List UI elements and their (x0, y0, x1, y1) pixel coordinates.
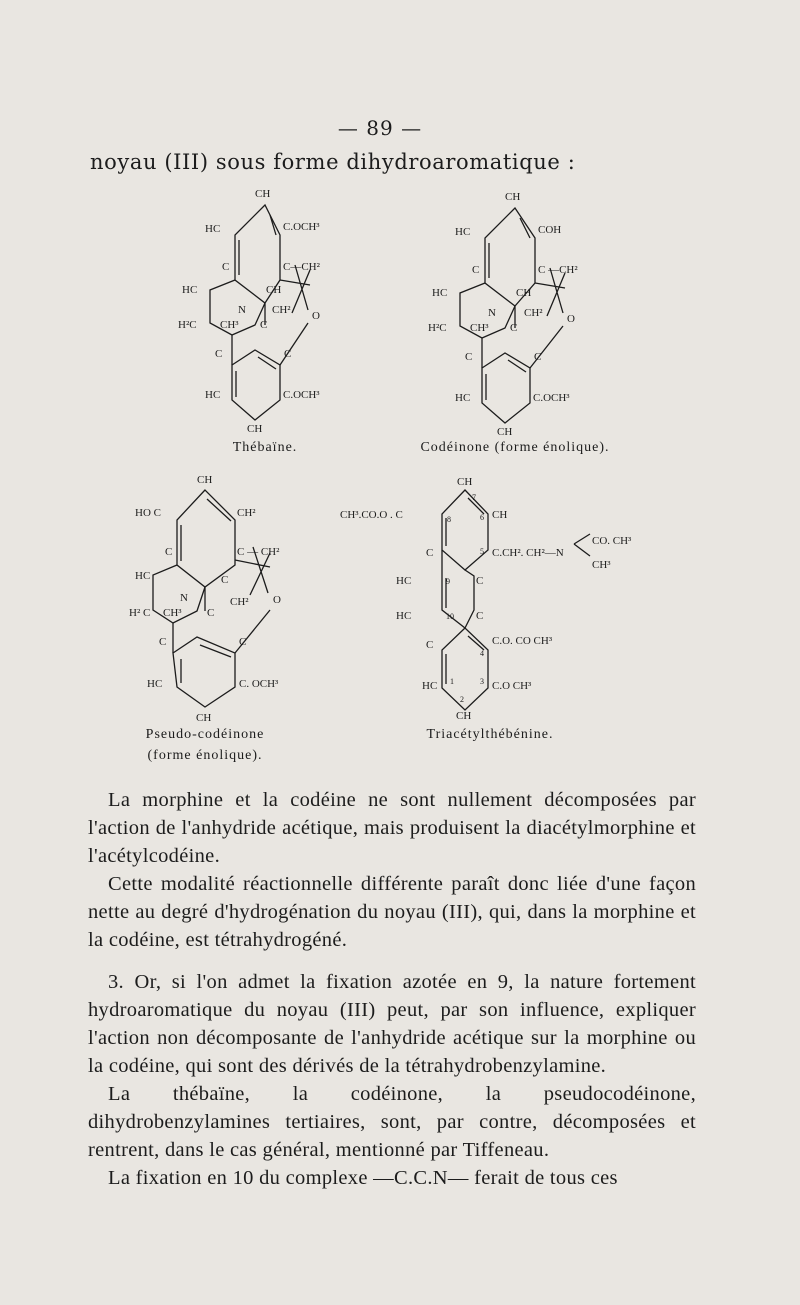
caption-codeinone: Codéinone (forme énolique). (420, 440, 610, 455)
paragraph-3: 3. Or, si l'on admet la fixation azotée en 9, la nature fortement hydroaromatique du noyau (III) peut, par son influence, expliquer l'action non décomposante de l'anhydride acétique sur la morphine ou la codéine, qui sont des dérivés de la tétrahydrobenzylamine. (88, 971, 696, 1077)
thebaine-label-n: N (238, 304, 246, 316)
codeinone-label-br: C.OCH³ (533, 392, 570, 404)
thebaine-label-h2c: H²C (178, 319, 197, 331)
pseudo-label-ul: HO C (135, 507, 161, 519)
pseudo-label-br: C. OCH³ (239, 678, 279, 690)
codeinone-label-cr: C —CH² (538, 264, 578, 276)
trithe-label-br: C.O CH³ (492, 680, 532, 692)
pseudo-label-ch2: CH² (230, 596, 249, 608)
intro-line: noyau (III) sous forme dihydroaromatique : (90, 150, 576, 174)
paragraph-2: Cette modalité réactionnelle différente paraît donc liée d'une façon nette au degré d'hydrogénation du noyau (III), qui, dans la morphine et la codéine, est tétrahydrogéné. (88, 873, 696, 951)
codeinone-label-hc: HC (432, 287, 448, 299)
pseudo-label-cr: C — CH² (237, 546, 280, 558)
trithe-label-cr: C.CH². CH²—N (492, 547, 564, 559)
trithe-label-c9r: C (476, 575, 484, 587)
pseudo-label-n: N (180, 592, 188, 604)
thebaine-label-ll: C (215, 348, 223, 360)
thebaine-label-ch: CH (266, 284, 282, 296)
pseudo-label-hc: HC (135, 570, 151, 582)
codeinone-label-bl: HC (455, 392, 471, 404)
thebaine-label-cl: C (222, 261, 230, 273)
pseudo-label-ch: C (221, 574, 229, 586)
thebaine-label-o: O (312, 310, 320, 322)
codeinone-label-ch3: CH³ (470, 322, 489, 334)
thebaine-label-br: C.OCH³ (283, 389, 320, 401)
codeinone-label-ll: C (465, 351, 473, 363)
trithe-label-hc9: HC (396, 575, 412, 587)
thebaine-label-ch2: CH² (272, 304, 291, 316)
pseudo-label-lr: C (239, 636, 247, 648)
thebaine-label-ur: C.OCH³ (283, 221, 320, 233)
trithe-label-bottom: CH (456, 710, 472, 722)
trithe-label-cl: C (426, 547, 434, 559)
trithe-num-4: 4 (480, 649, 484, 658)
thebaine-label-cc: C (260, 319, 268, 331)
thebaine-label-hc: HC (182, 284, 198, 296)
codeinone-label-lr: C (534, 351, 542, 363)
thebaine-formula (170, 185, 370, 440)
thebaine-label-top: CH (255, 188, 271, 200)
codeinone-label-top: CH (505, 191, 521, 203)
codeinone-label-o: O (567, 313, 575, 325)
structure-triacetylthebenine (340, 478, 670, 723)
trithe-num-3: 3 (480, 677, 484, 686)
codeinone-label-bottom: CH (497, 426, 513, 438)
codeinone-label-ur: COH (538, 224, 562, 236)
codeinone-label-ch: CH (516, 287, 532, 299)
trithe-num-5: 5 (480, 547, 484, 556)
body-text (88, 786, 696, 1192)
codeinone-label-ch2: CH² (524, 307, 543, 319)
structure-pseudocodeinone (129, 474, 345, 725)
thebaine-label-ul: HC (205, 223, 221, 235)
pseudo-label-o: O (273, 594, 281, 606)
codeinone-label-n: N (488, 307, 496, 319)
trithe-label-ul: CH³.CO.O . C (340, 509, 403, 521)
thebaine-label-bottom: CH (247, 423, 263, 435)
trithe-num-1: 1 (450, 677, 454, 686)
pseudo-label-ll: C (159, 636, 167, 648)
pseudo-label-bottom: CH (196, 712, 212, 724)
codeinone-label-ul: HC (455, 226, 471, 238)
trithe-label-c10r: C (476, 610, 484, 622)
pseudo-label-ch3: CH³ (163, 607, 182, 619)
paragraph-1: La morphine et la codéine ne sont nullement décomposées par l'action de l'anhydride acétique, mais produisent la diacétylmorphine et l'acétylcodéine. (88, 789, 696, 867)
pseudo-label-top: CH (197, 474, 213, 486)
thebaine-label-ch3: CH³ (220, 319, 239, 331)
caption-pseudocodeinone-1: Pseudo-codéinone (145, 727, 265, 742)
trithe-label-bl: HC (422, 680, 438, 692)
trithe-label-top: CH (457, 476, 473, 488)
trithe-num-7: 7 (472, 493, 476, 502)
thebaine-label-lr: C (284, 348, 292, 360)
codeinone-formula (410, 188, 620, 443)
trithe-label-nch3: CH³ (592, 559, 611, 571)
trithe-num-9: 9 (446, 577, 450, 586)
thebaine-label-bl: HC (205, 389, 221, 401)
trithe-label-lr: C.O. CO CH³ (492, 635, 553, 647)
paragraph-4: La thébaïne, la codéinone, la pseudocodéinone, dihydrobenzylamines tertiaires, sont, par contre, décomposées et rentrent, dans le cas général, mentionné par Tiffeneau. (88, 1083, 696, 1161)
pseudo-label-cl: C (165, 546, 173, 558)
codeinone-label-h2c: H²C (428, 322, 447, 334)
pseudo-label-bl: HC (147, 678, 163, 690)
trithe-label-hc10: HC (396, 610, 412, 622)
trithe-label-co: CO. CH³ (592, 535, 632, 547)
trithe-num-2: 2 (460, 695, 464, 704)
thebaine-label-cr: C—CH² (283, 261, 320, 273)
codeinone-label-cc: C (510, 322, 518, 334)
pseudo-label-cc: C (207, 607, 215, 619)
codeinone-label-cl: C (472, 264, 480, 276)
pseudo-label-ur: CH² (237, 507, 256, 519)
pseudocodeinone-formula (129, 474, 345, 725)
trithe-label-ll: C (426, 639, 434, 651)
trithe-num-10: 10 (446, 612, 454, 621)
paragraph-5: La fixation en 10 du complexe —C.C.N— ferait de tous ces (108, 1167, 618, 1189)
caption-triacetylthebenine: Triacétylthébénine. (426, 727, 554, 742)
caption-pseudocodeinone-2: (forme énolique). (147, 748, 263, 763)
trithe-num-6: 6 (480, 513, 484, 522)
trithe-label-ur: CH (492, 509, 508, 521)
structure-thebaine (170, 185, 370, 440)
caption-thebaine: Thébaïne. (232, 440, 298, 455)
structure-codeinone (410, 188, 620, 443)
pseudo-label-h2c: H² C (129, 607, 151, 619)
triacetylthebenine-formula (340, 478, 670, 723)
page-number: — 89 — (337, 116, 423, 140)
trithe-num-8: 8 (447, 515, 451, 524)
